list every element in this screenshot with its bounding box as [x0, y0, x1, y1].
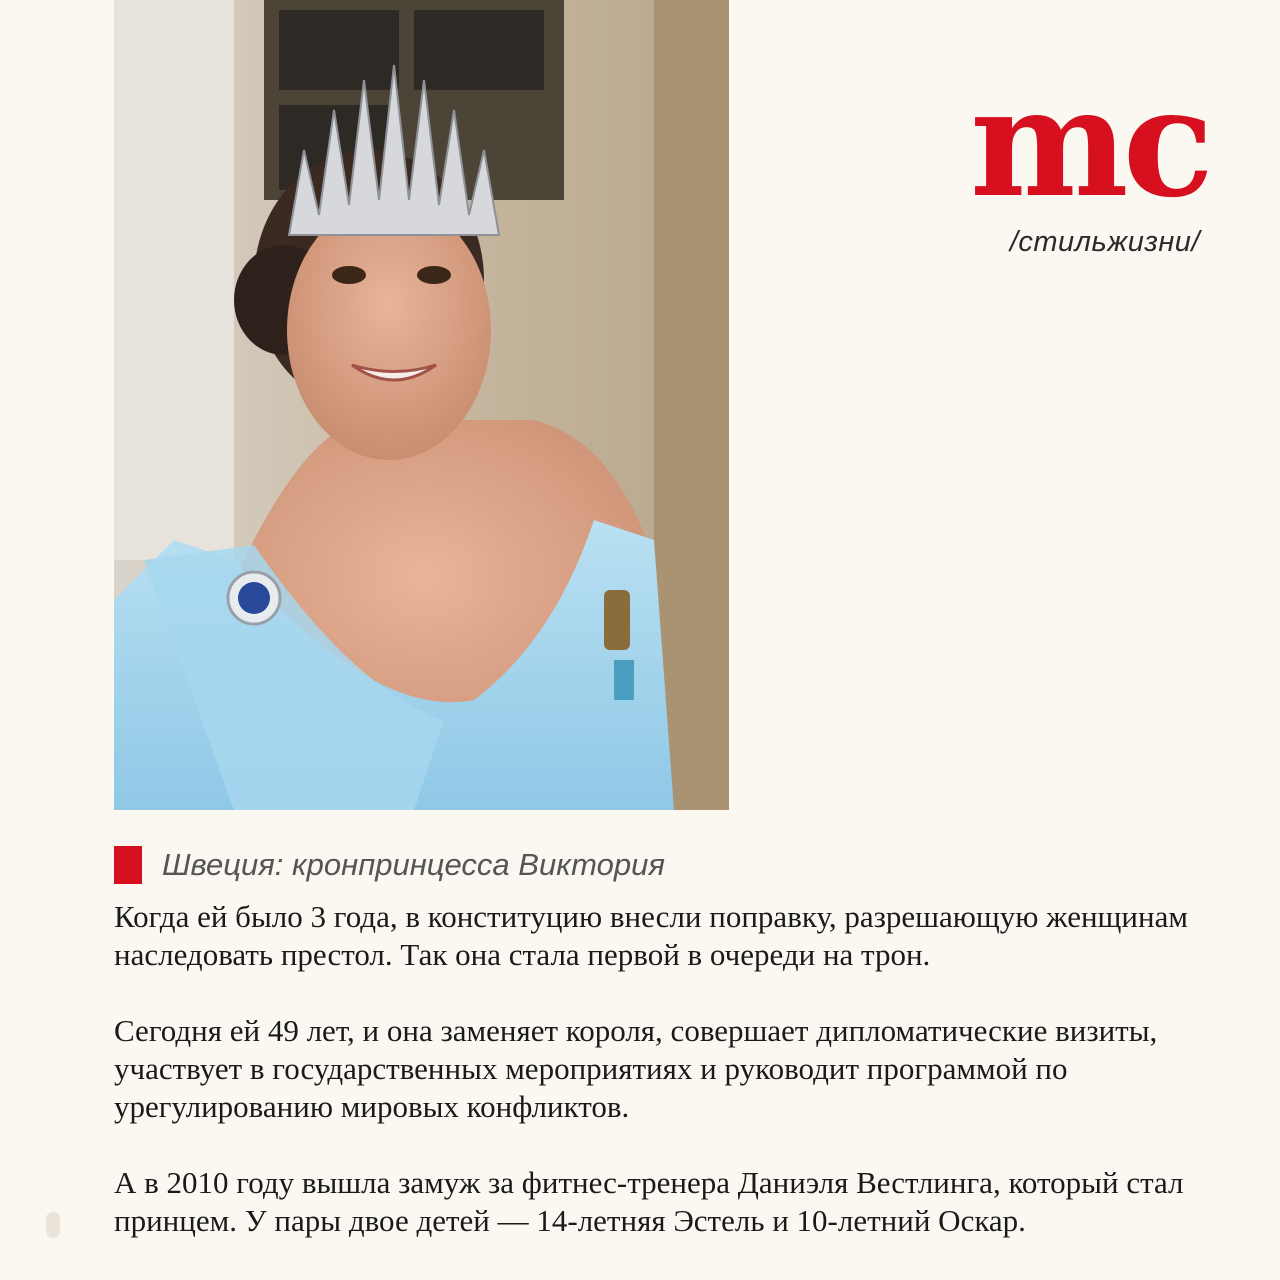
brand-tagline: /стильжизни/: [1009, 226, 1200, 258]
photo-caption: Швеция: кронпринцесса Виктория: [162, 847, 665, 882]
paragraph-1: Когда ей было 3 года, в конституцию внесли поправку, разрешающую женщинам наследовать престол. Так она стала первой в очереди на трон.: [114, 899, 1188, 972]
paragraph-3: А в 2010 году вышла замуж за фитнес-тренера Даниэля Вестлинга, который стал принцем. У пары двое детей — 14-летняя Эстель и 10-летний Оскар.: [114, 1165, 1184, 1238]
article-body: [114, 898, 1224, 1240]
red-square-icon: [114, 846, 142, 884]
scroll-indicator-icon: [46, 1212, 60, 1238]
portrait-photo: [114, 0, 729, 810]
paragraph-2: Сегодня ей 49 лет, и она заменяет короля, совершает дипломатические визиты, участвует в государственных мероприятиях и руководит программой по урегулированию мировых конфликтов.: [114, 1013, 1158, 1124]
portrait-photo-icon: [114, 0, 729, 810]
caption-row: [114, 845, 665, 885]
brand-logo: mc: [969, 55, 1208, 231]
